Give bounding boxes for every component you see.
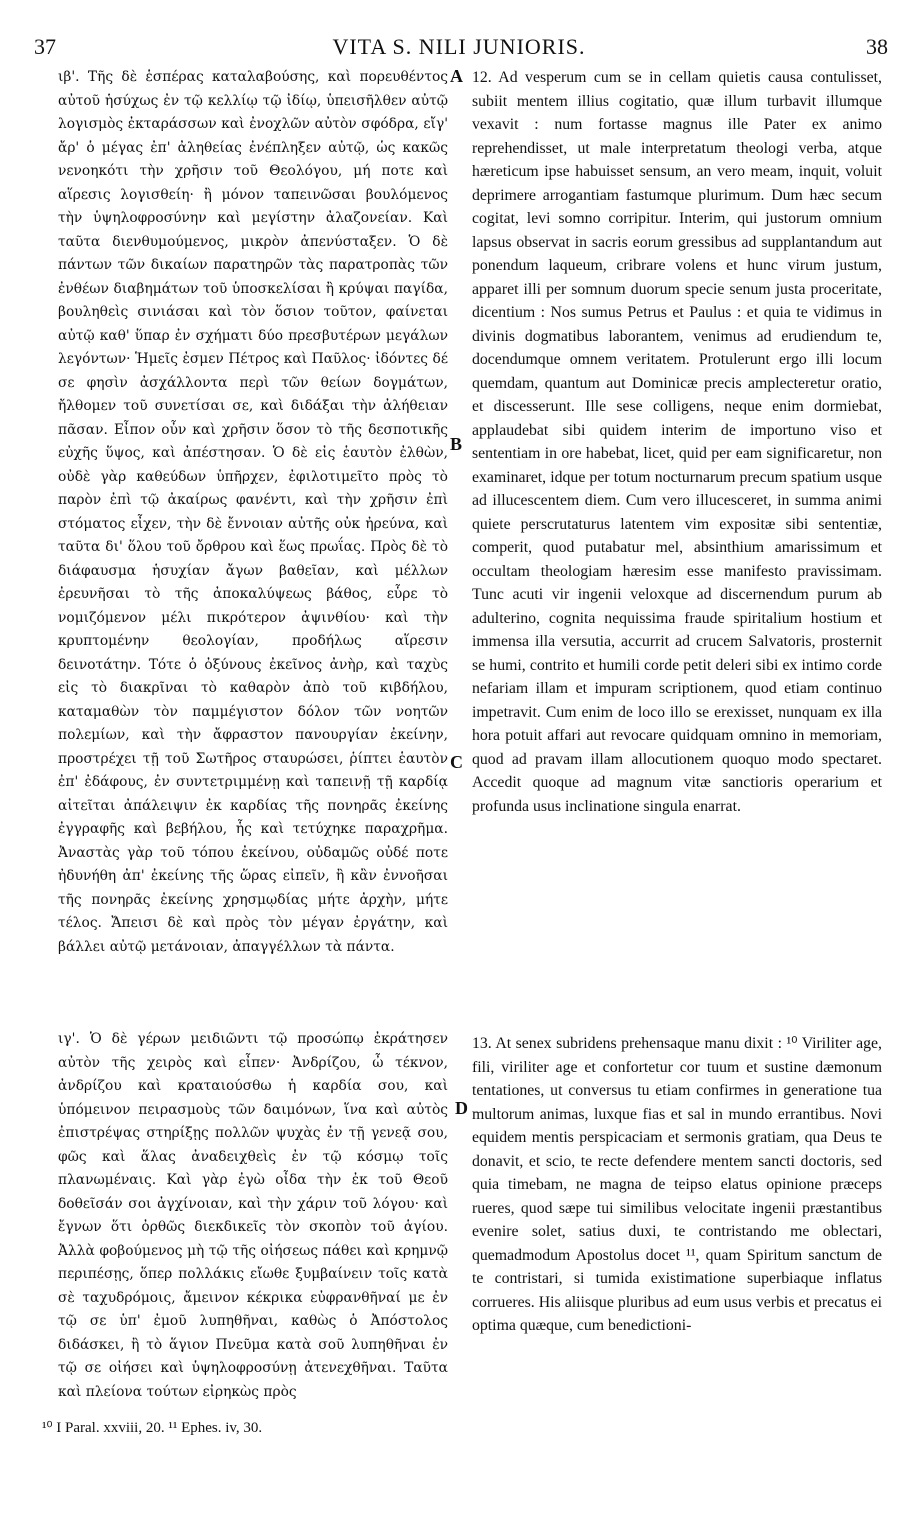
latin-paragraph-12: 12. Ad vesperum cum se in cellam quietis causa contulisset, subiit mentem illius cogitatio, quæ illum turbavit illumque vexavit : num fortasse magnus ille Pater ex animo reprehendisset, ut male interpretatum theologi verba, atque hæreticum ipse habuisset sensum, an vero meam, inquit, voluit deprimere arrogantiam fastumque plurimum. Dum hæc secum cogitat, levi somno corripitur. Interim, qui justorum omnium lapsus observat in sacris eorum gressibus ad supplantandum aut ponendum laqueum, cribrare volens et hunc virum justum, apparet illi per somnum duorum specie senum justa proceritate, dicentium : Nos sumus Petrus et Paulus : et quia te vidimus in divinis dogmatibus laborantem, venimus ad erudiendum te, docendumque omnem veritatem. Protulerunt ergo illi locum quemdam, quantum aut Dominicæ precis amplecteretur oratio, et discesserunt. Ille sese colligens, neque enim dormiebat, applaudebat sibi quidem interim de importuno viso et sententiam in ore habebat, licet, quid per eam significaretur, non examinaret, idque per totum nocturnarum precum spatium usque ad illucescentem diem. Cum vero illucesceret, in summa animi quiete perscrutaturus latentem vim expositæ sibi sententiæ, comperit, quod putabatur mel, absinthium amarissimum et occultam theologiam hæresim esse manifesto pravissimam. Tunc acuti vir ingenii veloxque ad discernendum purum ab adulterino, cognita nequissima fraude spiritalium hostium et immensa illa versutia, accurrit ad crucem Salvatoris, prosternit se humi, contrito et humili corde petit deleri sibi ex intimo corde nefariam illam et impuram scriptionem, quod etiam continuo impetravit. Cum enim de loco illo se erexisset, nunquam ex illa hora potuit affari aut revocare quidquam omnino in memoriam, quod ad pravam illam allocutionem quoquo modo spectaret. Accedit quoque ad magnum vitæ sanctioris operarium et profunda usus inclinatione singula enarrat. [472, 69, 882, 815]
footnotes: ¹⁰ I Paral. xxviii, 20. ¹¹ Ephes. iv, 30. [42, 1420, 263, 1436]
latin-column-section-13 [472, 1032, 882, 1338]
greek-column-section-13 [58, 1028, 448, 1404]
greek-paragraph-13: ιγ'. Ὁ δὲ γέρων μειδιῶντι τῷ προσώπῳ ἐκράτησεν αὐτὸν τῆς χειρὸς καὶ εἶπεν· Ἀνδρίζου, ὦ τέκνον, ἀνδρίζου καὶ κραταιούσθω ἡ καρδία σου, καὶ ὑπόμεινον πειρασμοὺς τῶν δαιμόνων, ἵνα καὶ αὐτὸς ἐπιστρέψας στηρίξῃς πολλῶν ψυχὰς ἐν τῇ γενεᾷ σου, φῶς καὶ ἅλας ἀναδειχθεὶς ἐν τῷ κόσμῳ τοῖς πλανωμέναις. Καὶ γὰρ ἐγὼ οἶδα τὴν ἐκ τοῦ Θεοῦ δοθεῖσάν σοι ἀγχίνοιαν, καὶ τὴν χάριν τοῦ λόγου· καὶ ἔγνων ὅτι ὀρθῶς διεκδικεῖς τὸν σκοπὸν τοῦ ἁγίου. Ἀλλὰ φοβούμενος μὴ τῷ τῆς οἰήσεως πάθει καὶ κρημνῷ περιπέσῃς, ὅπερ πολλάκις εἴωθε ξυμβαίνειν τοῖς κατὰ σὲ ταχυδρόμοις, ἄμεινον κέκρικα εὐφρανθῆναί με ἐν τῷ σε ὑπ' ἐμοῦ λυπηθῆναι, καθὼς ὁ Ἀπόστολος διδάσκει, ἢ τὸ ἅγιον Πνεῦμα κατὰ σοῦ λυπηθῆναι ἐν τῷ σε οἰήσει καὶ ὑψηλοφροσύνῃ ἀτενεχθῆναι. Ταῦτα καὶ πλείονα τούτων εἰρηκὼς πρὸς [58, 1031, 448, 1400]
margin-marker-c: C [450, 752, 463, 772]
page-number-right: 38 [866, 34, 888, 59]
greek-paragraph-12: ιβ'. Τῆς δὲ ἑσπέρας καταλαβούσης, καὶ πορευθέντος αὐτοῦ ἡσύχως ἐν τῷ κελλίῳ τῷ ἰδίῳ, ὑπεισῆλθεν αὐτῷ λογισμὸς ἐκταράσσων καὶ ἐνοχλῶν αὐτὸν σφόδρα, εἴγ' ἄρ' ὁ μέγας ἐπ' ἀληθείας ἐνέπληξεν αὐτῷ, ὡς κακῶς νενοηκότι τὴν χρῆσιν τοῦ Θεολόγου, μή ποτε καὶ αἵρεσις λογισθείη· ἢ μόνον ταπεινῶσαι βουλόμενος τὴν ὑψηλοφροσύνην καὶ μεγίστην ἀλαζονείαν. Καὶ ταῦτα διενθυμούμενος, μικρὸν ἀπενύσταξεν. Ὁ δὲ πάντων τῶν δικαίων παρατηρῶν τὰς παρατροπὰς τῶν ἐνθέων διαβημάτων τοῦ ὑποσκελίσαι ἢ κρύψαι παγίδα, βουληθεὶς σινιάσαι καὶ τὸν ὅσιον τοῦτον, φαίνεται αὐτῷ καθ' ὕπαρ ἐν σχήματι δύο πρεσβυτέρων μεγάλων λεγόντων· Ἡμεῖς ἐσμεν Πέτρος καὶ Παῦλος· ἰδόντες δέ σε φησὶν ἀσχάλλοντα περὶ τῶν θείων δογμάτων, ἤλθομεν τοῦ συνετίσαι σε, καὶ διδάξαι τὴν ἀλήθειαν πᾶσαν. Εἶπον οὖν καὶ χρῆσιν ὅσον τὸ τῆς δεσποτικῆς εὐχῆς ὕψος, καὶ ἀπέστησαν. Ὁ δὲ εἰς ἑαυτὸν ἐλθὼν, οὐδὲ γὰρ καθεύδων ὑπῆρχεν, ἐφιλοτιμεῖτο πρὸς τὸ παρὸν ἐπὶ τῷ ἀκαίρως φανέντι, καὶ τὴν χρῆσιν ἐπὶ στόματος εἶχεν, τὴν δὲ ἔννοιαν αὐτῆς οὐκ ἠρεύνα, καὶ ταῦτα δι' ὅλου τοῦ ὄρθρου καὶ ἕως πρωΐας. Πρὸς δὲ τὸ διάφαυσμα ἡσυχίαν ἄγων βαθεῖαν, καὶ μέλλων ἐρευνῆσαι τὸ τῆς ἀποκαλύψεως βάθος, εὗρε τὸ νομιζόμενον μέλι πικρότερον ἀψινθίου· καὶ τὴν κρυπτομένην θεολογίαν, προδήλως αἵρεσιν δεινοτάτην. Τότε ὁ ὀξύνους ἐκεῖνος ἀνὴρ, καὶ ταχὺς εἰς τὸ διακρῖναι τὸ καθαρὸν ἀπὸ τοῦ κιβδήλου, καταμαθὼν τὸν παμμέγιστον δόλον τῶν νοητῶν πολεμίων, καὶ τὴν ἄφραστον πανουργίαν ἐκείνην, προστρέχει τῇ τοῦ Σωτῆρος σταυρώσει, ῥίπτει ἑαυτὸν ἐπ' ἐδάφους, ἐν συντετριμμένῃ καὶ ταπεινῇ τῇ καρδίᾳ αἰτεῖται ἀπάλειψιν ἐκ καρδίας τῆς πονηρᾶς ἐκείνης ἐγγραφῆς καὶ βεβήλου, ἧς καὶ τετύχηκε παραχρῆμα. Ἀναστὰς γὰρ τοῦ τόπου ἐκείνου, οὐδαμῶς οὐδέ ποτε ἠδυνήθη ἀπ' ἐκείνης τῆς ὥρας εἰπεῖν, ἢ κἂν ἐννοῆσαι τῆς πονηρᾶς ἐκείνης χρησμῳδίας μήτε ἀρχὴν, μήτε τέλος. Ἄπεισι δὲ καὶ πρὸς τὸν μέγαν ἐργάτην, καὶ βάλλει αὐτῷ μετάνοιαν, ἀπαγγέλλων τὰ πάντα. [58, 69, 448, 955]
latin-column-section-12 [472, 66, 882, 818]
margin-marker-b: B [450, 434, 463, 454]
greek-column-section-12 [58, 66, 448, 959]
running-header [0, 30, 918, 64]
running-title: VITA S. NILI JUNIORIS. [332, 34, 586, 59]
page-number-left: 37 [34, 34, 56, 59]
latin-paragraph-13: 13. At senex subridens prehensaque manu dixit : ¹⁰ Viriliter age, fili, viriliter age et confortetur cor tuum et sustine dæmonum tentationes, ut conversus tu etiam confirmes in generatione tua multorum animas, luxque fias et sal in mundo errantibus. Novi equidem mentis perspicaciam et sermonis gratiam, qua Deus te donavit, et scio, te recte defendere mentem sancti doctoris, sed quia timebam, ne magna de teipso elatus opinione præceps rueres, quod sæpe tui similibus velocitate ingenii præstantibus evenire solet, satius duxi, te contristando me oblectari, quemadmodum Apostolus docet ¹¹, quam Spiritum sanctum de te contristari, si tumida existimatione superbiaque inflatus corrueres. His aliisque pluribus ad eum usus verbis et precatus ei optima quæque, cum benedictioni- [472, 1035, 882, 1334]
margin-marker-a: A [450, 66, 463, 86]
margin-marker-d: D [455, 1098, 468, 1118]
